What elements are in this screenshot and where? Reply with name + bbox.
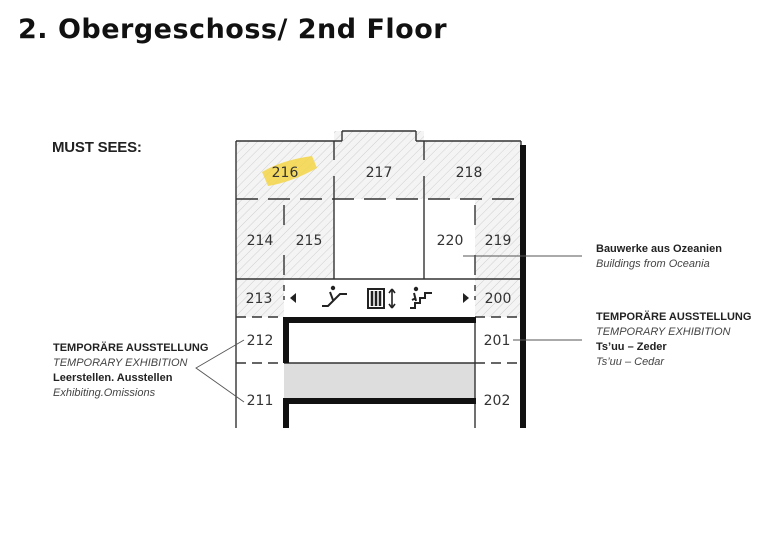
room-label-219: 219	[484, 233, 512, 249]
arrow-right-icon	[463, 293, 469, 303]
arrow-left-icon	[290, 293, 296, 303]
room-label-217: 217	[365, 165, 393, 181]
legend-temp-left-label-en: TEMPORARY EXHIBITION	[53, 357, 188, 369]
room-label-214: 214	[246, 233, 274, 249]
legend-temp-right-label-de: TEMPORÄRE AUSSTELLUNG	[596, 311, 752, 323]
legend-temp-left	[53, 341, 208, 401]
legend-temp-right	[596, 310, 751, 370]
legend-oceania	[596, 242, 722, 272]
room-label-202: 202	[483, 393, 511, 409]
must-sees-heading: MUST SEES:	[52, 139, 142, 156]
legend-temp-left-title-en: Exhibiting.Omissions	[53, 387, 156, 399]
legend-temp-right-label-en: TEMPORARY EXHIBITION	[596, 326, 731, 338]
elevator-icon	[368, 289, 395, 308]
legend-temp-left-label-de: TEMPORÄRE AUSSTELLUNG	[53, 342, 209, 354]
room-label-216: 216	[271, 165, 299, 181]
room-label-218: 218	[455, 165, 483, 181]
gray-corridor	[284, 363, 475, 398]
escalator-icon	[322, 286, 347, 306]
stairs-icon	[410, 287, 432, 308]
legend-temp-right-title-en: Ts’uu – Cedar	[596, 356, 665, 368]
legend-temp-left-title-de: Leerstellen. Ausstellen	[53, 372, 173, 384]
legend-temp-right-title-de: Ts’uu – Zeder	[596, 341, 667, 353]
room-label-211: 211	[246, 393, 274, 409]
room-label-200: 200	[484, 291, 512, 307]
room-label-215: 215	[295, 233, 323, 249]
legend-oceania-title-de: Bauwerke aus Ozeanien	[596, 243, 722, 255]
page-title: 2. Obergeschoss/ 2nd Floor	[18, 14, 448, 45]
room-label-212: 212	[246, 333, 274, 349]
room-label-201: 201	[483, 333, 511, 349]
room-label-220: 220	[436, 233, 464, 249]
legend-oceania-title-en: Buildings from Oceania	[596, 258, 710, 270]
room-label-213: 213	[245, 291, 273, 307]
